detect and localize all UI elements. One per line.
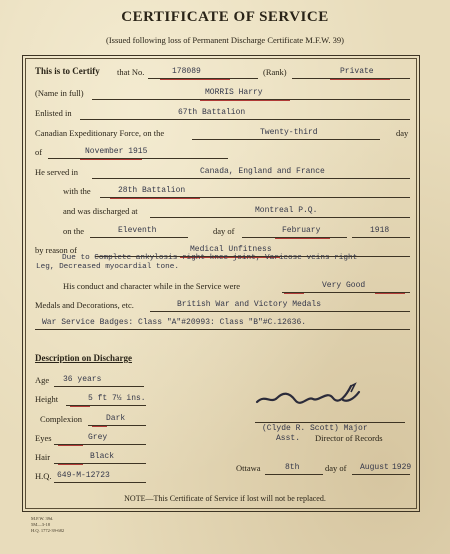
signer-name: (Clyde R. Scott) Major	[262, 424, 368, 433]
badges-underline	[35, 329, 410, 330]
conduct-value: Very Good	[322, 281, 366, 290]
hq-label: H.Q.	[35, 471, 52, 481]
height-label: Height	[35, 394, 59, 404]
certificate-title: CERTIFICATE OF SERVICE	[121, 9, 329, 25]
hq-value: 649-M-12723	[57, 471, 110, 480]
footer-note: NOTE—This Certificate of Service if lost will not be replaced.	[124, 494, 326, 503]
conduct-label: His conduct and character while in the Service were	[63, 281, 241, 291]
reason-line-3: Leg, Decreased myocardial tone.	[36, 263, 180, 271]
discharged-at-value: Montreal P.Q.	[255, 206, 318, 215]
height-value: 5 ft 7½ ins.	[88, 394, 146, 403]
name-label: (Name in full)	[35, 88, 84, 98]
enlisted-month-year-value: November 1915	[85, 147, 148, 156]
complexion-label: Complexion	[40, 414, 83, 424]
day-label: day	[396, 128, 409, 138]
form-number-line-2: 5M—3-18	[31, 522, 50, 527]
medals-underline	[150, 311, 410, 312]
reason-line-2: Due to Complete ankylosis right knee joint, Varicose veins right	[62, 254, 358, 262]
complexion-value: Dark	[106, 414, 126, 423]
certify-number-label: that No.	[117, 67, 145, 77]
discharge-year-underline	[352, 237, 410, 238]
served-label: He served in	[35, 167, 78, 177]
discharged-label: and was discharged at	[63, 206, 138, 216]
hair-label: Hair	[35, 452, 51, 462]
regimental-number-value: 178089	[172, 67, 201, 76]
cef-label: Canadian Expeditionary Force, on the	[35, 128, 165, 138]
enlisted-unit-value: 67th Battalion	[178, 108, 246, 117]
discharge-day-value: Eleventh	[118, 226, 157, 235]
served-underline	[92, 178, 410, 179]
sign-year-value: 1929	[392, 463, 412, 472]
reason-line-1: Medical Unfitness	[190, 245, 272, 254]
discharge-month-red-underline	[275, 238, 330, 239]
enlisted-month-red-underline	[80, 159, 142, 160]
form-number-line-3: H.Q. 1772-39-682	[31, 528, 65, 533]
discharge-month-value: February	[282, 226, 321, 235]
served-in-value: Canada, England and France	[200, 167, 325, 176]
conduct-red-underline-left	[284, 293, 304, 294]
certify-prefix-label: This is to Certify	[35, 66, 100, 76]
eyes-red-underline	[58, 445, 83, 446]
served-with-value: 28th Battalion	[118, 186, 186, 195]
medals-value: British War and Victory Medals	[177, 300, 322, 309]
certificate-subtitle: (Issued following loss of Permanent Discharge Certificate M.F.W. 39)	[106, 35, 344, 45]
age-value: 36 years	[63, 375, 102, 384]
day-of-label: day of	[213, 226, 235, 236]
sign-month-underline	[352, 474, 410, 475]
hq-underline	[54, 482, 146, 483]
description-heading: Description on Discharge	[35, 353, 132, 363]
hair-red-underline	[58, 464, 83, 465]
age-label: Age	[35, 375, 50, 385]
place-label: Ottawa	[236, 463, 261, 473]
conduct-red-underline-right	[375, 293, 405, 294]
age-underline	[54, 386, 144, 387]
enlisted-day-value: Twenty-third	[260, 128, 318, 137]
with-the-label: with the	[63, 186, 91, 196]
of-label: of	[35, 147, 43, 157]
rank-label: (Rank)	[263, 67, 287, 77]
on-the-label: on the	[63, 226, 85, 236]
number-red-underline	[160, 79, 230, 80]
sign-day-underline	[265, 474, 323, 475]
enlisted-underline	[80, 119, 410, 120]
signature-line	[255, 422, 405, 423]
signature-mark	[255, 380, 365, 415]
enlisted-label: Enlisted in	[35, 108, 72, 118]
name-value: MORRIS Harry	[205, 88, 263, 97]
sign-day-value: 8th	[285, 463, 300, 472]
name-red-underline	[200, 100, 290, 101]
discharge-day-underline	[90, 237, 188, 238]
signature-icon	[255, 380, 365, 410]
eyes-label: Eyes	[35, 433, 52, 443]
height-red-underline	[70, 406, 90, 407]
hair-value: Black	[90, 452, 115, 461]
rank-value: Private	[340, 67, 374, 76]
form-number	[31, 516, 64, 534]
discharged-underline	[150, 217, 410, 218]
signer-asst: Asst.	[276, 434, 301, 443]
rank-red-underline	[330, 79, 390, 80]
reason-label: by reason of	[35, 245, 78, 255]
eyes-value: Grey	[88, 433, 108, 442]
discharge-year-value: 1918	[370, 226, 390, 235]
complexion-red-underline	[92, 426, 107, 427]
with-red-underline	[110, 198, 200, 199]
signer-title: Director of Records	[315, 433, 383, 443]
badges-value: War Service Badges: Class "A"#20993: Class "B"#C.12636.	[42, 318, 307, 327]
medals-label: Medals and Decorations, etc.	[35, 300, 134, 310]
sign-day-of-label: day of	[325, 463, 347, 473]
form-number-line-1: M.F.W. 39d.	[31, 516, 54, 521]
sign-month-value: August	[360, 463, 389, 472]
enlisted-day-underline	[192, 139, 380, 140]
